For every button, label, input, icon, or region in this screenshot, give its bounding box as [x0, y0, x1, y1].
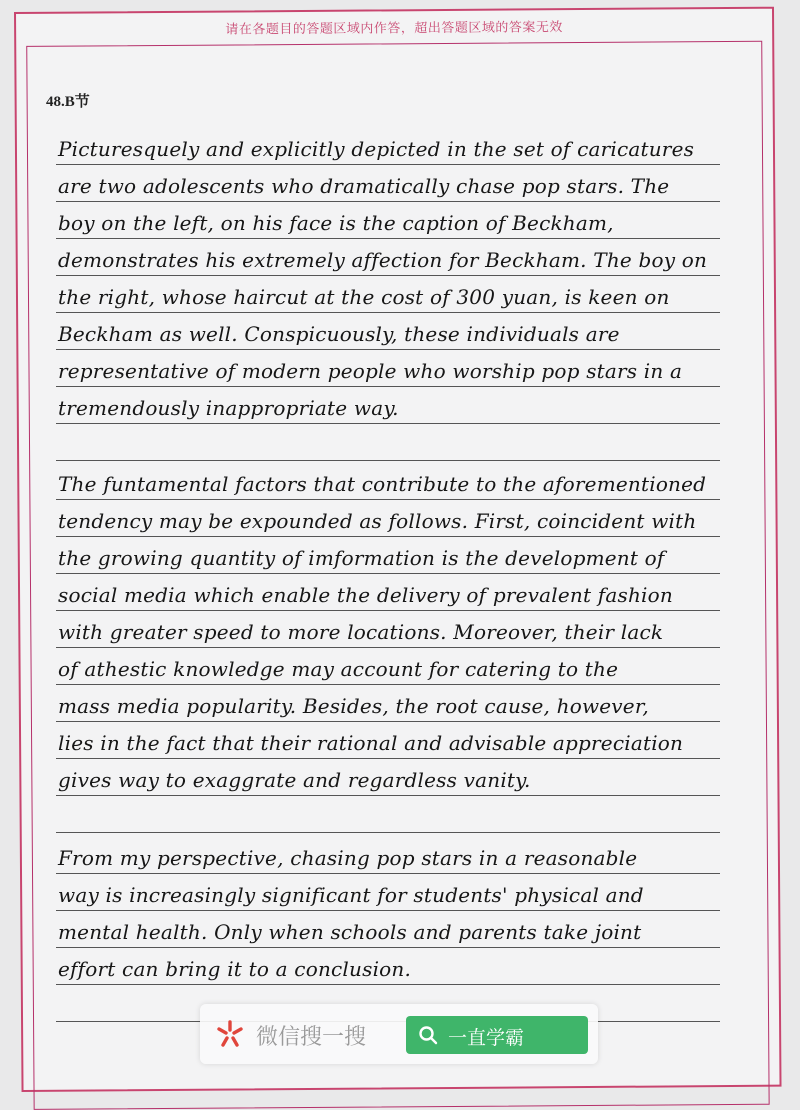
essay-line: gives way to exaggrate and regardless vanity. — [56, 759, 720, 796]
essay-line: lies in the fact that their rational and advisable appreciation — [56, 722, 720, 759]
essay-line: Beckham as well. Conspicuously, these individuals are — [56, 313, 720, 350]
instruction-banner: 请在各题目的答题区域内作答，超出答题区域的答案无效 — [225, 20, 563, 38]
essay-line: demonstrates his extremely affection for Beckham. The boy on — [56, 239, 720, 276]
essay-line: From my perspective, chasing pop stars in a reasonable — [56, 837, 720, 874]
essay-line: mental health. Only when schools and parents take joint — [56, 911, 720, 948]
essay-line: Picturesquely and explicitly depicted in the set of caricatures — [56, 128, 720, 165]
essay-line — [56, 424, 720, 461]
account-name-label: 一直学霸 — [448, 1027, 525, 1049]
essay-line: the growing quantity of imformation is the development of — [56, 537, 720, 574]
essay-line: social media which enable the delivery of prevalent fashion — [56, 574, 720, 611]
essay-line: tremendously inappropriate way. — [56, 387, 720, 424]
essay-line: of athestic knowledge may account for catering to the — [56, 648, 720, 685]
search-icon — [418, 1025, 438, 1045]
essay-line: are two adolescents who dramatically chase pop stars. The — [56, 165, 720, 202]
essay-line: effort can bring it to a conclusion. — [56, 948, 720, 985]
essay-line: the right, whose haircut at the cost of 300 yuan, is keen on — [56, 276, 720, 313]
essay-line: tendency may be expounded as follows. First, coincident with — [56, 500, 720, 537]
essay-line — [56, 796, 720, 833]
essay-line: way is increasingly significant for students' physical and — [56, 874, 720, 911]
essay-line: representative of modern people who worship pop stars in a — [56, 350, 720, 387]
wechat-search-icon — [214, 1018, 246, 1050]
wechat-search-label: 微信搜一搜 — [256, 1025, 367, 1050]
essay-line: The funtamental factors that contribute to the aforementioned — [56, 463, 720, 500]
question-number: 48.B节 — [46, 94, 90, 110]
essay-line: mass media popularity. Besides, the root cause, however, — [56, 685, 720, 722]
account-search-button[interactable] — [406, 1016, 588, 1054]
essay-line: boy on the left, on his face is the caption of Beckham, — [56, 202, 720, 239]
essay-line: with greater speed to more locations. Moreover, their lack — [56, 611, 720, 648]
wechat-search-watermark[interactable] — [200, 1004, 598, 1064]
